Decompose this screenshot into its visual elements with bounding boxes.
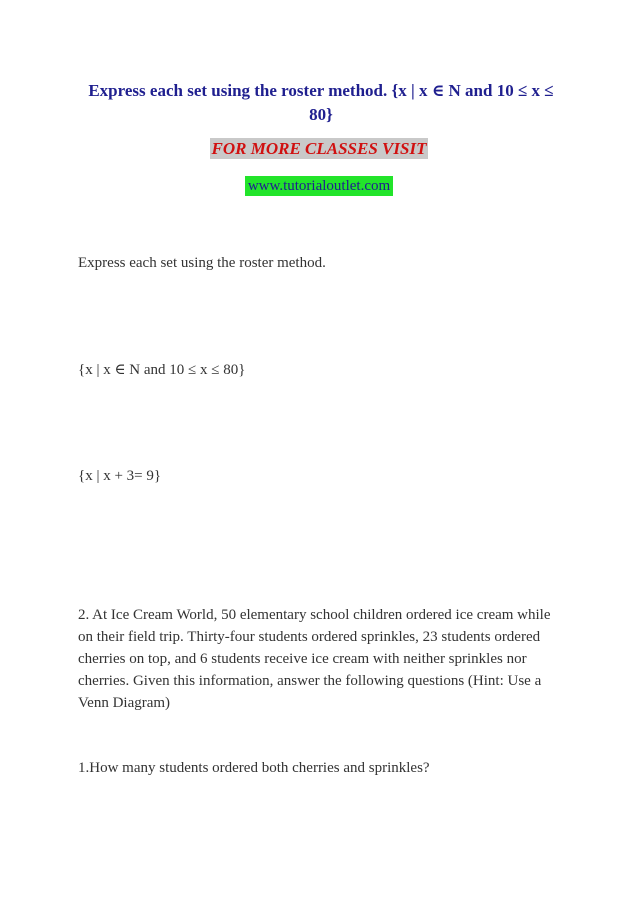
question-2-paragraph: 2. At Ice Cream World, 50 elementary school children ordered ice cream while on their field trip. Thirty-four students ordered sprinkles, 23 students ordered cherries on top, and 6 students receive ice cream with neither sprinkles nor cherries. Given this information, answer the following questions (Hint: Use a Venn Diagram) — [78, 607, 551, 711]
intro-paragraph: Express each set using the roster method. — [78, 255, 326, 271]
set-expression-2: {x | x + 3= 9} — [78, 468, 162, 484]
set-expression-1: {x | x ∈ N and 10 ≤ x ≤ 80} — [78, 362, 246, 378]
document-title: Express each set using the roster method. {x | x ∈ N and 10 ≤ x ≤ 80} — [88, 81, 554, 124]
promo-url-line — [0, 175, 638, 197]
promo-heading-line — [0, 138, 638, 160]
promo-heading: FOR MORE CLASSES VISIT — [211, 139, 427, 158]
question-2-1: 1.How many students ordered both cherries and sprinkles? — [78, 760, 430, 776]
promo-url-link[interactable]: www.tutorialoutlet.com — [245, 176, 393, 196]
